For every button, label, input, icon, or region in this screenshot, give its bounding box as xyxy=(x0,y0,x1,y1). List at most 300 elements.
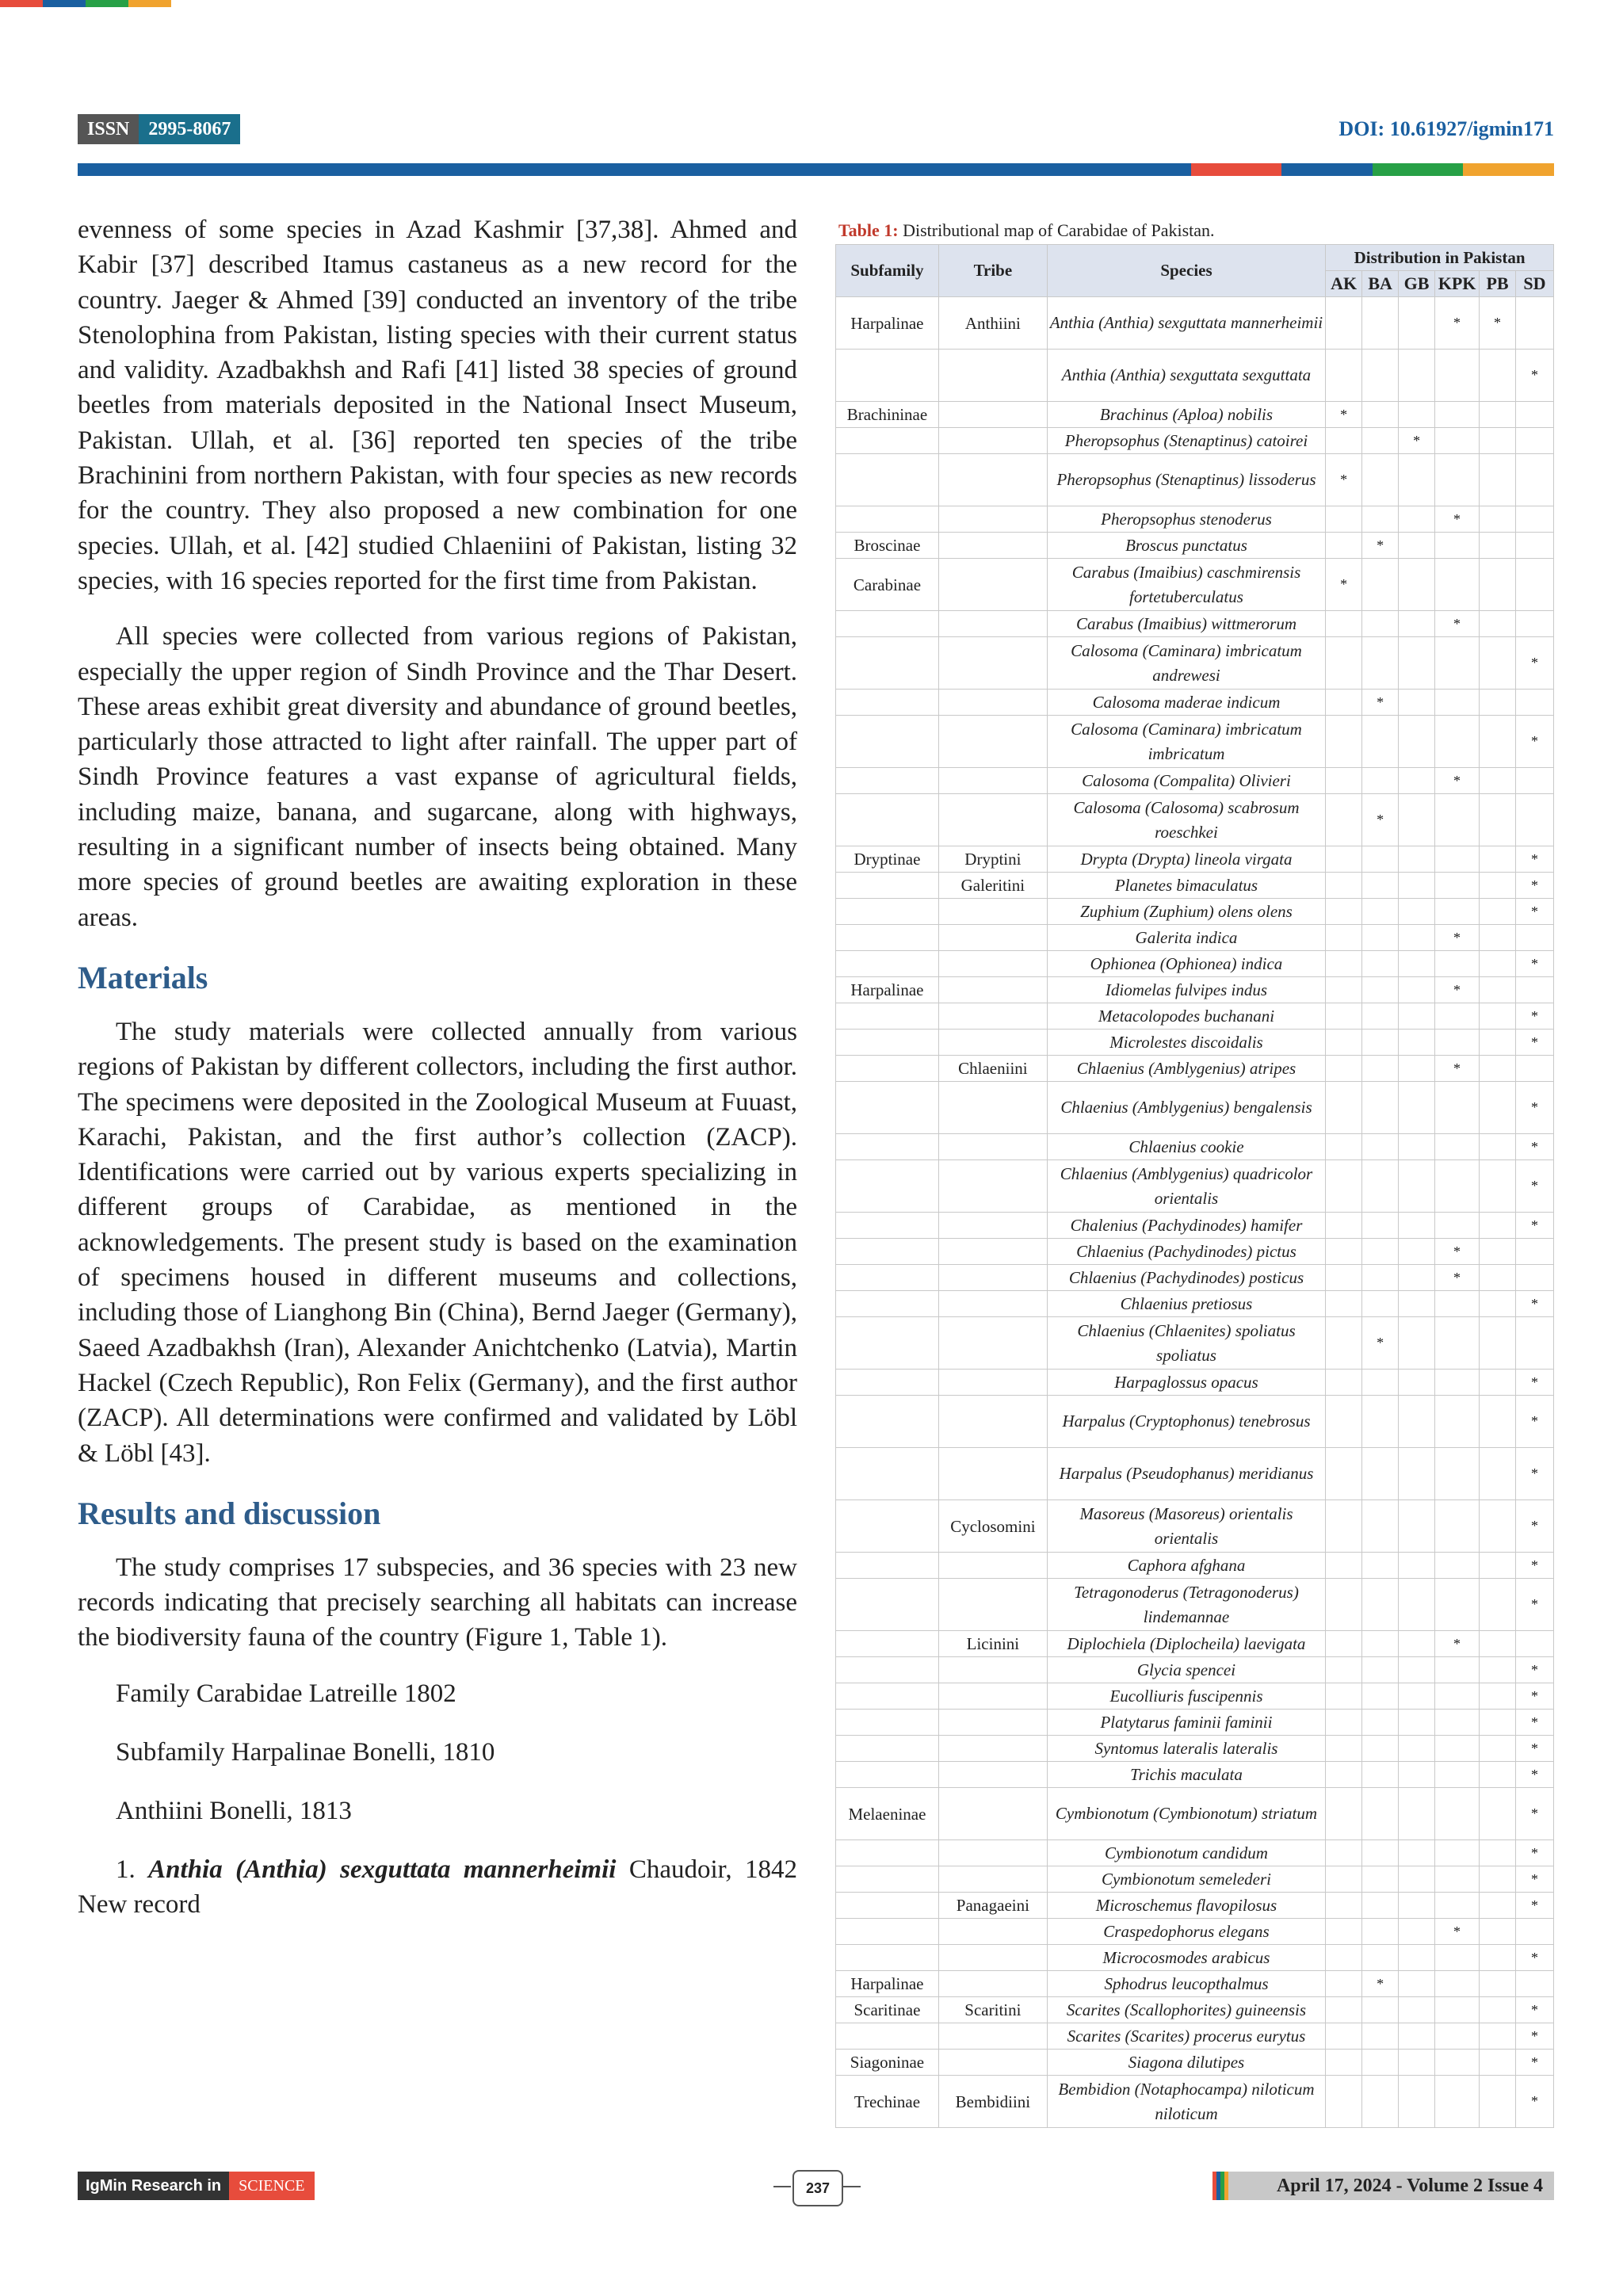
cell-pb xyxy=(1480,1631,1516,1657)
cell-subfamily xyxy=(836,1265,939,1291)
cell-ak xyxy=(1326,1971,1362,1997)
cell-subfamily xyxy=(836,506,939,533)
cell-ba xyxy=(1362,925,1399,951)
cell-pb xyxy=(1480,1213,1516,1239)
table-row xyxy=(836,1448,1554,1500)
cell-tribe: Panagaeini xyxy=(938,1893,1047,1919)
cell-ba xyxy=(1362,1788,1399,1840)
cell-ba xyxy=(1362,1134,1399,1160)
cell-ba xyxy=(1362,1762,1399,1788)
cell-kpk xyxy=(1435,899,1480,925)
cell-ba xyxy=(1362,977,1399,1003)
table-row xyxy=(836,899,1554,925)
cell-tribe xyxy=(938,2050,1047,2076)
cell-pb xyxy=(1480,506,1516,533)
cell-ak xyxy=(1326,1579,1362,1631)
cell-ak xyxy=(1326,1736,1362,1762)
cell-species: Drypta (Drypta) lineola virgata xyxy=(1047,846,1325,873)
cell-subfamily xyxy=(836,1030,939,1056)
cell-ba xyxy=(1362,297,1399,350)
table-row xyxy=(836,1866,1554,1893)
table-row xyxy=(836,350,1554,402)
cell-pb xyxy=(1480,2023,1516,2050)
cell-kpk: * xyxy=(1435,1265,1480,1291)
cell-sd: * xyxy=(1515,1893,1553,1919)
cell-kpk xyxy=(1435,1003,1480,1030)
cell-kpk xyxy=(1435,637,1480,690)
cell-subfamily: Harpalinae xyxy=(836,1971,939,1997)
cell-sd: * xyxy=(1515,1683,1553,1710)
cell-pb xyxy=(1480,846,1516,873)
cell-gb xyxy=(1399,1448,1435,1500)
cell-gb xyxy=(1399,506,1435,533)
table-row xyxy=(836,1893,1554,1919)
cell-tribe xyxy=(938,2023,1047,2050)
cell-pb xyxy=(1480,1396,1516,1448)
cell-kpk: * xyxy=(1435,1056,1480,1082)
cell-tribe xyxy=(938,1710,1047,1736)
cell-subfamily xyxy=(836,1866,939,1893)
strip-green xyxy=(86,0,128,7)
record-species: Anthia (Anthia) sexguttata mannerheimii xyxy=(148,1855,617,1884)
cell-sd xyxy=(1515,559,1553,611)
cell-sd: * xyxy=(1515,1945,1553,1971)
cell-ak xyxy=(1326,1657,1362,1683)
cell-ba xyxy=(1362,1082,1399,1134)
table-row xyxy=(836,1579,1554,1631)
subfamily-line: Subfamily Harpalinae Bonelli, 1810 xyxy=(116,1737,495,1767)
cell-sd xyxy=(1515,402,1553,428)
cell-gb xyxy=(1399,1579,1435,1631)
cell-sd: * xyxy=(1515,1030,1553,1056)
cell-ak xyxy=(1326,1448,1362,1500)
cell-subfamily xyxy=(836,1291,939,1317)
cell-kpk xyxy=(1435,951,1480,977)
cell-subfamily xyxy=(836,1003,939,1030)
cell-gb xyxy=(1399,1370,1435,1396)
cell-kpk xyxy=(1435,1762,1480,1788)
cell-ba xyxy=(1362,611,1399,637)
cell-kpk xyxy=(1435,1997,1480,2023)
cell-tribe xyxy=(938,1396,1047,1448)
cell-tribe xyxy=(938,1762,1047,1788)
cell-tribe xyxy=(938,1919,1047,1945)
cell-tribe xyxy=(938,1160,1047,1213)
cell-ba xyxy=(1362,1448,1399,1500)
cell-sd: * xyxy=(1515,1840,1553,1866)
paragraph-literature: evenness of some species in Azad Kashmir [37,38]. Ahmed and Kabir [37] described Itamus castaneus as a new record for the country. Jaeger & Ahmed [39] conducted an inventory of the tribe Stenolophina from Pakistan, listing species with their current status and validity. Azadbakhsh and Rafi [41] listed 38 species of ground beetles from materials deposited in the National Insect Museum, Pakistan. Ullah, et al. [36] reported ten species of the tribe Brachinini from northern Pakistan, with four species as new records for the country. They also proposed a new combination for one species. Ullah, et al. [42] studied Chlaeniini of Pakistan, listing 32 species, with 16 species reported for the first time from Pakistan. xyxy=(78,216,797,595)
cell-subfamily xyxy=(836,690,939,716)
cell-ba xyxy=(1362,402,1399,428)
cell-kpk xyxy=(1435,1030,1480,1056)
cell-kpk xyxy=(1435,2076,1480,2128)
cell-species: Trichis maculata xyxy=(1047,1762,1325,1788)
cell-subfamily xyxy=(836,454,939,506)
table-body xyxy=(836,297,1554,2128)
doi-link[interactable]: DOI: 10.61927/igmin171 xyxy=(1338,117,1554,140)
cell-kpk xyxy=(1435,533,1480,559)
cell-tribe xyxy=(938,428,1047,454)
cell-pb: * xyxy=(1480,297,1516,350)
table-row xyxy=(836,1710,1554,1736)
cell-sd: * xyxy=(1515,1213,1553,1239)
cell-species: Carabus (Imaibius) wittmerorum xyxy=(1047,611,1325,637)
cell-pb xyxy=(1480,1553,1516,1579)
table-row xyxy=(836,873,1554,899)
cell-pb xyxy=(1480,690,1516,716)
cell-tribe xyxy=(938,716,1047,768)
cell-sd: * xyxy=(1515,1082,1553,1134)
cell-ba xyxy=(1362,1683,1399,1710)
cell-ak xyxy=(1326,1945,1362,1971)
cell-ak xyxy=(1326,506,1362,533)
cell-gb xyxy=(1399,951,1435,977)
cell-gb xyxy=(1399,1396,1435,1448)
cell-tribe xyxy=(938,1866,1047,1893)
cell-ba xyxy=(1362,1866,1399,1893)
cell-species: Harpaglossus opacus xyxy=(1047,1370,1325,1396)
cell-ba xyxy=(1362,1919,1399,1945)
cell-gb xyxy=(1399,1971,1435,1997)
cell-species: Harpalus (Cryptophonus) tenebrosus xyxy=(1047,1396,1325,1448)
cell-ak xyxy=(1326,1291,1362,1317)
cell-tribe xyxy=(938,1553,1047,1579)
cell-gb xyxy=(1399,873,1435,899)
cell-ak xyxy=(1326,1683,1362,1710)
cell-ak xyxy=(1326,1840,1362,1866)
cell-species: Metacolopodes buchanani xyxy=(1047,1003,1325,1030)
cell-tribe xyxy=(938,1945,1047,1971)
cell-gb xyxy=(1399,1317,1435,1370)
cell-ba: * xyxy=(1362,533,1399,559)
cell-sd: * xyxy=(1515,873,1553,899)
cell-kpk xyxy=(1435,402,1480,428)
cell-gb xyxy=(1399,1683,1435,1710)
table-row xyxy=(836,977,1554,1003)
cell-sd xyxy=(1515,297,1553,350)
paragraph-results: The study comprises 17 subspecies, and 36 species with 23 new records indicating that precisely searching all habitats can increase the biodiversity fauna of the country (Figure 1, Table 1). xyxy=(78,1553,797,1652)
cell-subfamily xyxy=(836,1553,939,1579)
table-row xyxy=(836,1919,1554,1945)
cell-sd: * xyxy=(1515,899,1553,925)
cell-subfamily xyxy=(836,1762,939,1788)
cell-ak xyxy=(1326,297,1362,350)
cell-tribe xyxy=(938,1265,1047,1291)
cell-pb xyxy=(1480,1683,1516,1710)
cell-gb xyxy=(1399,1160,1435,1213)
table-caption-text: Distributional map of Carabidae of Pakistan. xyxy=(903,220,1215,240)
cell-tribe: Galeritini xyxy=(938,873,1047,899)
cell-species: Calosoma maderae indicum xyxy=(1047,690,1325,716)
cell-pb xyxy=(1480,402,1516,428)
cell-ak xyxy=(1326,1030,1362,1056)
record-line xyxy=(78,1852,797,1922)
cell-species: Chlaenius pretiosus xyxy=(1047,1291,1325,1317)
cell-sd xyxy=(1515,977,1553,1003)
cell-tribe xyxy=(938,925,1047,951)
cell-kpk xyxy=(1435,690,1480,716)
cell-species: Chlaenius (Amblygenius) atripes xyxy=(1047,1056,1325,1082)
cell-ak xyxy=(1326,977,1362,1003)
cell-sd: * xyxy=(1515,1396,1553,1448)
cell-gb xyxy=(1399,899,1435,925)
cell-sd: * xyxy=(1515,1500,1553,1553)
cell-sd: * xyxy=(1515,846,1553,873)
record-authority: Chaudoir, 1842 New record xyxy=(78,1855,797,1919)
cell-pb xyxy=(1480,1265,1516,1291)
cell-ba xyxy=(1362,1213,1399,1239)
table-row xyxy=(836,1160,1554,1213)
cell-ba xyxy=(1362,1500,1399,1553)
cell-gb xyxy=(1399,1265,1435,1291)
cell-tribe xyxy=(938,1370,1047,1396)
cell-ba xyxy=(1362,1030,1399,1056)
cell-ak xyxy=(1326,1762,1362,1788)
cell-sd xyxy=(1515,428,1553,454)
cell-species: Pheropsophus (Stenaptinus) catoirei xyxy=(1047,428,1325,454)
cell-tribe xyxy=(938,1736,1047,1762)
cell-ba xyxy=(1362,768,1399,794)
cell-tribe xyxy=(938,1317,1047,1370)
cell-gb xyxy=(1399,533,1435,559)
table-row xyxy=(836,2076,1554,2128)
cell-kpk xyxy=(1435,1893,1480,1919)
cell-kpk xyxy=(1435,716,1480,768)
cell-ak xyxy=(1326,1213,1362,1239)
cell-ba: * xyxy=(1362,794,1399,846)
header-distribution: Distribution in Pakistan xyxy=(1326,245,1554,271)
cell-gb xyxy=(1399,1056,1435,1082)
cell-ak xyxy=(1326,1893,1362,1919)
table-row xyxy=(836,951,1554,977)
table-row xyxy=(836,1683,1554,1710)
cell-gb xyxy=(1399,559,1435,611)
cell-kpk xyxy=(1435,1840,1480,1866)
cell-subfamily xyxy=(836,716,939,768)
cell-gb xyxy=(1399,1239,1435,1265)
cell-ba xyxy=(1362,1370,1399,1396)
cell-sd: * xyxy=(1515,1291,1553,1317)
cell-gb xyxy=(1399,690,1435,716)
strip-orange xyxy=(128,0,171,7)
cell-sd: * xyxy=(1515,1448,1553,1500)
page-line-right xyxy=(843,2186,861,2187)
cell-sd xyxy=(1515,925,1553,951)
cell-species: Broscus punctatus xyxy=(1047,533,1325,559)
cell-species: Microcosmodes arabicus xyxy=(1047,1945,1325,1971)
cell-ak xyxy=(1326,846,1362,873)
table-row xyxy=(836,1056,1554,1082)
cell-tribe: Bembidiini xyxy=(938,2076,1047,2128)
cell-species: Harpalus (Pseudophanus) meridianus xyxy=(1047,1448,1325,1500)
footer-brand-science: SCIENCE xyxy=(229,2172,314,2200)
cell-species: Chlaenius (Amblygenius) quadricolor orientalis xyxy=(1047,1160,1325,1213)
cell-pb xyxy=(1480,1370,1516,1396)
cell-ba xyxy=(1362,1553,1399,1579)
cell-pb xyxy=(1480,768,1516,794)
cell-species: Chlaenius cookie xyxy=(1047,1134,1325,1160)
cell-gb xyxy=(1399,2023,1435,2050)
table-row xyxy=(836,716,1554,768)
cell-pb xyxy=(1480,1239,1516,1265)
cell-ba xyxy=(1362,1893,1399,1919)
cell-kpk: * xyxy=(1435,1631,1480,1657)
cell-ba xyxy=(1362,716,1399,768)
cell-subfamily xyxy=(836,611,939,637)
cell-sd xyxy=(1515,533,1553,559)
strip-blue xyxy=(43,0,86,7)
table-row xyxy=(836,533,1554,559)
cell-ak xyxy=(1326,1866,1362,1893)
cell-pb xyxy=(1480,1317,1516,1370)
cell-ba xyxy=(1362,1657,1399,1683)
cell-ba xyxy=(1362,1710,1399,1736)
table-row xyxy=(836,690,1554,716)
cell-tribe xyxy=(938,794,1047,846)
cell-ak xyxy=(1326,1265,1362,1291)
cell-ba xyxy=(1362,1291,1399,1317)
cell-gb xyxy=(1399,977,1435,1003)
cell-tribe xyxy=(938,1788,1047,1840)
cell-sd: * xyxy=(1515,716,1553,768)
cell-kpk: * xyxy=(1435,1919,1480,1945)
table-row xyxy=(836,1030,1554,1056)
cell-kpk xyxy=(1435,1736,1480,1762)
heading-materials: Materials xyxy=(78,959,208,995)
cell-ba xyxy=(1362,1840,1399,1866)
cell-sd: * xyxy=(1515,1657,1553,1683)
table-row xyxy=(836,925,1554,951)
cell-sd: * xyxy=(1515,1553,1553,1579)
table-row xyxy=(836,1840,1554,1866)
cell-sd: * xyxy=(1515,350,1553,402)
right-column xyxy=(835,219,1554,2128)
cell-species: Eucolliuris fuscipennis xyxy=(1047,1683,1325,1710)
cell-gb xyxy=(1399,925,1435,951)
cell-kpk xyxy=(1435,1082,1480,1134)
cell-species: Craspedophorus elegans xyxy=(1047,1919,1325,1945)
cell-ak xyxy=(1326,611,1362,637)
cell-subfamily xyxy=(836,2023,939,2050)
cell-gb: * xyxy=(1399,428,1435,454)
cell-tribe xyxy=(938,1657,1047,1683)
cell-pb xyxy=(1480,794,1516,846)
table-row xyxy=(836,1317,1554,1370)
cell-sd: * xyxy=(1515,1003,1553,1030)
cell-species: Anthia (Anthia) sexguttata sexguttata xyxy=(1047,350,1325,402)
cell-pb xyxy=(1480,1945,1516,1971)
cell-kpk xyxy=(1435,1134,1480,1160)
cell-kpk: * xyxy=(1435,506,1480,533)
cell-ba xyxy=(1362,506,1399,533)
cell-gb xyxy=(1399,297,1435,350)
cell-ak xyxy=(1326,951,1362,977)
cell-ba xyxy=(1362,1160,1399,1213)
cell-species: Brachinus (Aploa) nobilis xyxy=(1047,402,1325,428)
cell-pb xyxy=(1480,925,1516,951)
table-row xyxy=(836,1003,1554,1030)
cell-tribe: Chlaeniini xyxy=(938,1056,1047,1082)
cell-gb xyxy=(1399,1840,1435,1866)
cell-ba xyxy=(1362,2050,1399,2076)
bar-red xyxy=(1191,163,1281,176)
tribe-line: Anthiini Bonelli, 1813 xyxy=(116,1796,352,1825)
cell-subfamily xyxy=(836,428,939,454)
cell-sd xyxy=(1515,506,1553,533)
cell-ba xyxy=(1362,454,1399,506)
cell-species: Microlestes discoidalis xyxy=(1047,1030,1325,1056)
cell-subfamily xyxy=(836,1893,939,1919)
cell-gb xyxy=(1399,1657,1435,1683)
cell-kpk xyxy=(1435,1579,1480,1631)
table-row xyxy=(836,1134,1554,1160)
cell-ak xyxy=(1326,1056,1362,1082)
cell-gb xyxy=(1399,1945,1435,1971)
cell-gb xyxy=(1399,1213,1435,1239)
cell-subfamily: Scaritinae xyxy=(836,1997,939,2023)
cell-gb xyxy=(1399,402,1435,428)
cell-ba: * xyxy=(1362,1317,1399,1370)
cell-subfamily xyxy=(836,1239,939,1265)
cell-sd: * xyxy=(1515,1762,1553,1788)
cell-kpk xyxy=(1435,428,1480,454)
cell-tribe xyxy=(938,506,1047,533)
cell-ak xyxy=(1326,1134,1362,1160)
header-tribe: Tribe xyxy=(938,245,1047,297)
cell-species: Idiomelas fulvipes indus xyxy=(1047,977,1325,1003)
cell-kpk xyxy=(1435,1788,1480,1840)
page-line-left xyxy=(773,2186,791,2187)
cell-tribe xyxy=(938,1840,1047,1866)
cell-kpk: * xyxy=(1435,297,1480,350)
cell-pb xyxy=(1480,1866,1516,1893)
cell-tribe xyxy=(938,350,1047,402)
cell-tribe: Anthiini xyxy=(938,297,1047,350)
cell-subfamily xyxy=(836,1160,939,1213)
cell-pb xyxy=(1480,977,1516,1003)
cell-ak xyxy=(1326,716,1362,768)
table-row xyxy=(836,1553,1554,1579)
table-caption-label: Table 1: xyxy=(838,220,899,240)
cell-kpk xyxy=(1435,454,1480,506)
cell-subfamily xyxy=(836,925,939,951)
cell-ak xyxy=(1326,690,1362,716)
cell-species: Sphodrus leucopthalmus xyxy=(1047,1971,1325,1997)
cell-ak xyxy=(1326,2076,1362,2128)
cell-species: Platytarus faminii faminii xyxy=(1047,1710,1325,1736)
issn-number: 2995-8067 xyxy=(139,114,240,144)
cell-gb xyxy=(1399,454,1435,506)
cell-sd xyxy=(1515,1239,1553,1265)
cell-sd: * xyxy=(1515,1579,1553,1631)
table-row xyxy=(836,1370,1554,1396)
cell-kpk xyxy=(1435,1553,1480,1579)
table-row xyxy=(836,506,1554,533)
cell-kpk xyxy=(1435,350,1480,402)
cell-ba xyxy=(1362,1265,1399,1291)
cell-ba xyxy=(1362,1631,1399,1657)
cell-sd: * xyxy=(1515,1997,1553,2023)
cell-ba xyxy=(1362,1056,1399,1082)
cell-subfamily xyxy=(836,1919,939,1945)
cell-tribe xyxy=(938,977,1047,1003)
cell-kpk xyxy=(1435,2050,1480,2076)
header-region-sd: SD xyxy=(1515,271,1553,297)
cell-kpk xyxy=(1435,1448,1480,1500)
table-row xyxy=(836,402,1554,428)
cell-pb xyxy=(1480,1893,1516,1919)
table-caption xyxy=(838,219,1554,243)
